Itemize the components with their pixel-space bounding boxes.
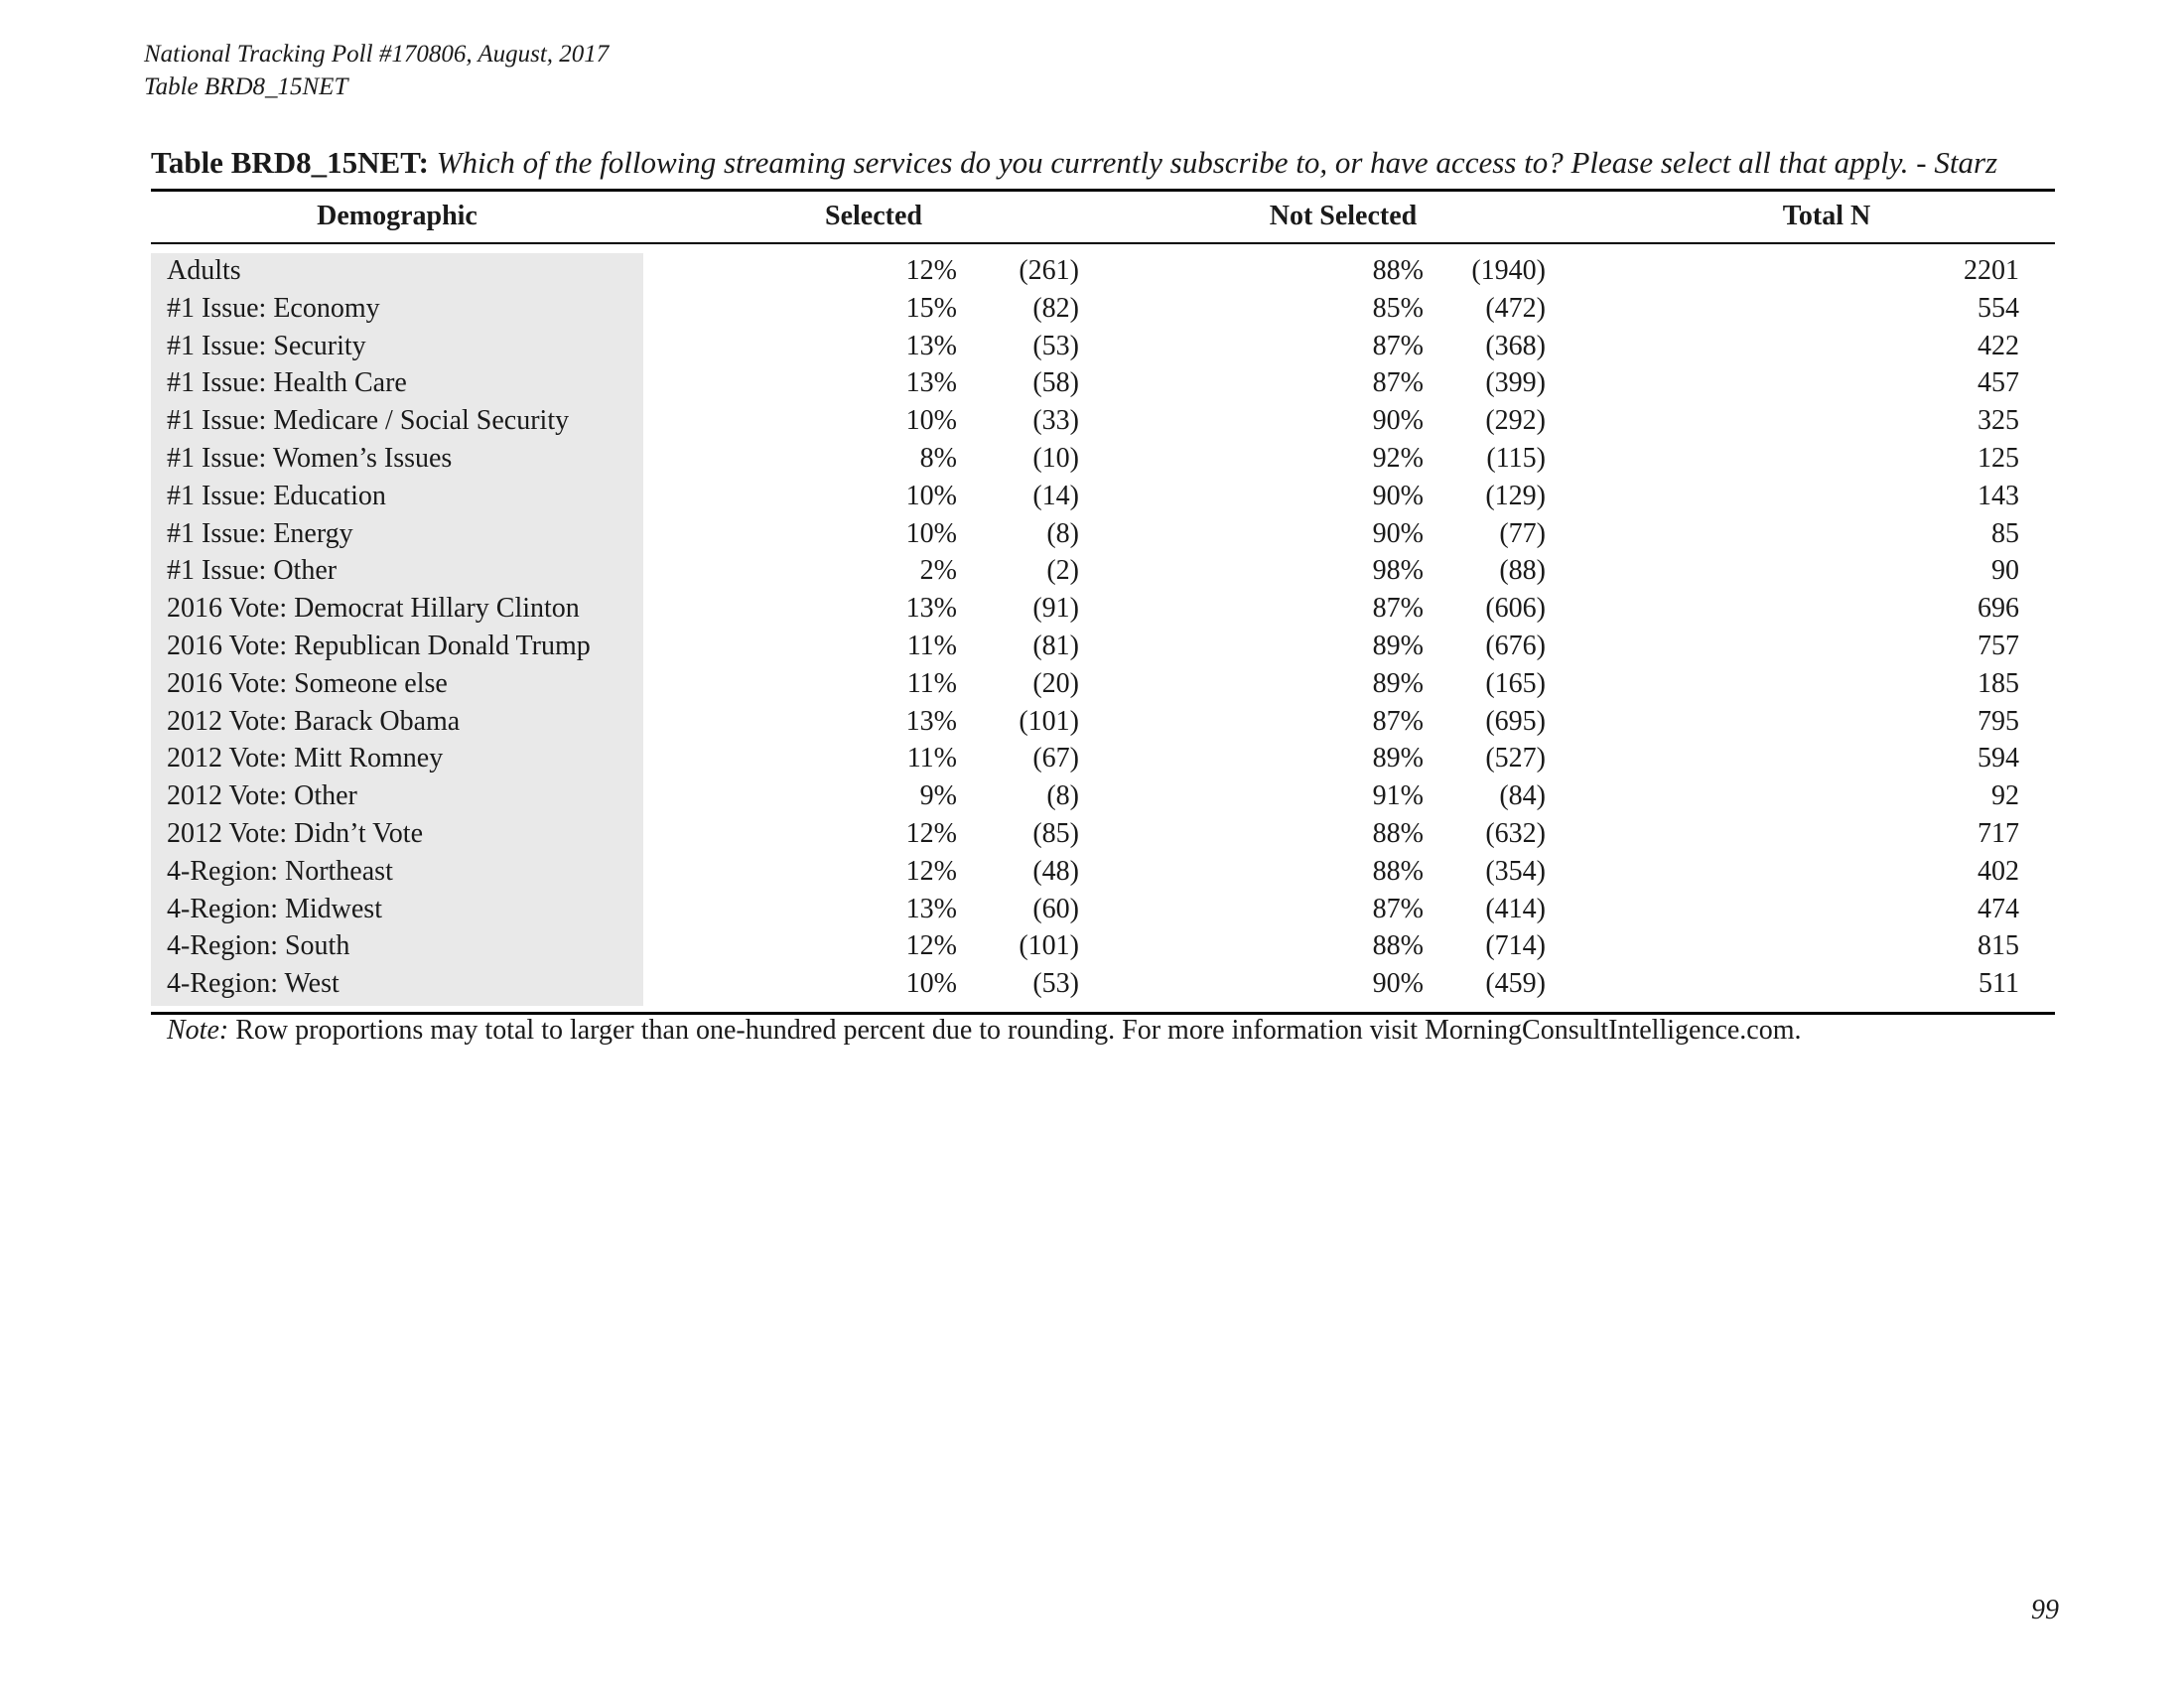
not-selected-percent: 88% (1372, 855, 1424, 887)
note-text: Row proportions may total to larger than one-hundred percent due to rounding. For more information visit MorningConsultIntelligence.com. (235, 1015, 1802, 1046)
selected-percent: 12% (905, 930, 957, 962)
selected-count: (8) (1046, 780, 1079, 812)
not-selected-count: (84) (1499, 780, 1546, 812)
caption-question: Which of the following streaming services do you currently subscribe to, or have access to? Please select all that apply. - Starz (436, 145, 1998, 180)
selected-percent: 12% (905, 817, 957, 849)
table-caption (151, 145, 2057, 181)
selected-percent: 10% (905, 517, 957, 549)
selected-count: (8) (1046, 517, 1079, 549)
caption-label: Table BRD8_15NET: (151, 145, 429, 180)
not-selected-count: (354) (1485, 855, 1546, 887)
total-n: 90 (1991, 555, 2019, 587)
total-n: 185 (1978, 667, 2019, 699)
table-header-rule (151, 242, 2055, 244)
table-top-rule (151, 189, 2055, 192)
table-row (151, 740, 2055, 777)
total-n: 457 (1978, 367, 2019, 399)
row-label: #1 Issue: Health Care (167, 367, 407, 399)
selected-count: (10) (1032, 442, 1079, 474)
not-selected-percent: 92% (1372, 442, 1424, 474)
not-selected-count: (1940) (1471, 255, 1546, 286)
selected-percent: 13% (905, 705, 957, 737)
table-row (151, 590, 2055, 628)
table-row (151, 891, 2055, 928)
total-n: 757 (1978, 630, 2019, 661)
selected-count: (2) (1046, 555, 1079, 587)
table-row (151, 815, 2055, 853)
selected-percent: 13% (905, 893, 957, 924)
selected-count: (101) (1019, 705, 1079, 737)
selected-count: (101) (1019, 930, 1079, 962)
total-n: 143 (1978, 480, 2019, 511)
not-selected-count: (676) (1485, 630, 1546, 661)
selected-count: (14) (1032, 480, 1079, 511)
selected-percent: 10% (905, 968, 957, 1000)
row-label: #1 Issue: Education (167, 480, 386, 511)
row-label: 2012 Vote: Didn’t Vote (167, 817, 424, 849)
not-selected-count: (77) (1499, 517, 1546, 549)
not-selected-count: (414) (1485, 893, 1546, 924)
not-selected-percent: 87% (1372, 705, 1424, 737)
selected-percent: 9% (919, 780, 957, 812)
selected-percent: 11% (906, 630, 957, 661)
page-header (144, 38, 609, 103)
not-selected-count: (88) (1499, 555, 1546, 587)
row-label: 2012 Vote: Other (167, 780, 357, 812)
row-label: 2016 Vote: Republican Donald Trump (167, 630, 591, 661)
table-note (167, 1015, 1802, 1047)
not-selected-count: (165) (1485, 667, 1546, 699)
selected-count: (60) (1032, 893, 1079, 924)
selected-count: (53) (1032, 968, 1079, 1000)
not-selected-percent: 87% (1372, 593, 1424, 625)
total-n: 85 (1991, 517, 2019, 549)
poll-title: National Tracking Poll #170806, August, 2017 (144, 41, 610, 68)
table-row (151, 402, 2055, 440)
selected-percent: 2% (919, 555, 957, 587)
total-n: 795 (1978, 705, 2019, 737)
column-header-selected: Selected (825, 201, 922, 231)
table-row (151, 290, 2055, 328)
not-selected-count: (115) (1486, 442, 1546, 474)
table-row (151, 665, 2055, 703)
table-row (151, 853, 2055, 891)
selected-count: (48) (1032, 855, 1079, 887)
selected-count: (85) (1032, 817, 1079, 849)
column-header-not-selected: Not Selected (1269, 201, 1418, 231)
note-label: Note: (167, 1015, 229, 1046)
total-n: 125 (1978, 442, 2019, 474)
selected-count: (53) (1032, 330, 1079, 361)
total-n: 325 (1978, 405, 2019, 437)
not-selected-percent: 87% (1372, 367, 1424, 399)
row-label: 4-Region: Midwest (167, 893, 382, 924)
total-n: 554 (1978, 292, 2019, 324)
not-selected-count: (695) (1485, 705, 1546, 737)
not-selected-percent: 85% (1372, 292, 1424, 324)
row-label: #1 Issue: Women’s Issues (167, 442, 453, 474)
not-selected-count: (632) (1485, 817, 1546, 849)
selected-percent: 11% (906, 743, 957, 774)
not-selected-percent: 88% (1372, 255, 1424, 286)
table-row (151, 777, 2055, 815)
table-id: Table BRD8_15NET (144, 73, 348, 100)
total-n: 815 (1978, 930, 2019, 962)
not-selected-percent: 88% (1372, 817, 1424, 849)
not-selected-count: (714) (1485, 930, 1546, 962)
total-n: 92 (1991, 780, 2019, 812)
selected-percent: 13% (905, 330, 957, 361)
selected-percent: 13% (905, 367, 957, 399)
not-selected-percent: 90% (1372, 480, 1424, 511)
not-selected-percent: 98% (1372, 555, 1424, 587)
column-header-demographic: Demographic (317, 201, 478, 231)
selected-percent: 11% (906, 667, 957, 699)
not-selected-count: (606) (1485, 593, 1546, 625)
page-number: 99 (2031, 1595, 2059, 1625)
row-label: #1 Issue: Other (167, 555, 338, 587)
selected-count: (20) (1032, 667, 1079, 699)
row-label: #1 Issue: Medicare / Social Security (167, 405, 570, 437)
row-label: 2016 Vote: Someone else (167, 667, 448, 699)
not-selected-count: (527) (1485, 743, 1546, 774)
selected-count: (91) (1032, 593, 1079, 625)
row-label: #1 Issue: Economy (167, 292, 380, 324)
table-row (151, 552, 2055, 590)
total-n: 2201 (1964, 255, 2019, 286)
not-selected-count: (368) (1485, 330, 1546, 361)
total-n: 594 (1978, 743, 2019, 774)
row-label: 2016 Vote: Democrat Hillary Clinton (167, 593, 580, 625)
total-n: 511 (1979, 968, 2019, 1000)
selected-count: (81) (1032, 630, 1079, 661)
row-label: #1 Issue: Energy (167, 517, 353, 549)
not-selected-count: (459) (1485, 968, 1546, 1000)
not-selected-percent: 89% (1372, 630, 1424, 661)
selected-percent: 15% (905, 292, 957, 324)
total-n: 474 (1978, 893, 2019, 924)
selected-count: (33) (1032, 405, 1079, 437)
not-selected-count: (399) (1485, 367, 1546, 399)
not-selected-percent: 91% (1372, 780, 1424, 812)
not-selected-count: (472) (1485, 292, 1546, 324)
selected-percent: 13% (905, 593, 957, 625)
row-label: 2012 Vote: Mitt Romney (167, 743, 444, 774)
selected-count: (261) (1019, 255, 1079, 286)
selected-percent: 10% (905, 480, 957, 511)
selected-percent: 12% (905, 255, 957, 286)
selected-percent: 12% (905, 855, 957, 887)
not-selected-percent: 87% (1372, 330, 1424, 361)
row-label: 4-Region: Northeast (167, 855, 393, 887)
row-label: 4-Region: West (167, 968, 340, 1000)
not-selected-percent: 90% (1372, 968, 1424, 1000)
row-label: Adults (167, 255, 241, 286)
row-label: 4-Region: South (167, 930, 350, 962)
table-row (151, 328, 2055, 365)
total-n: 696 (1978, 593, 2019, 625)
not-selected-percent: 89% (1372, 743, 1424, 774)
selected-percent: 8% (919, 442, 957, 474)
not-selected-percent: 90% (1372, 517, 1424, 549)
not-selected-count: (129) (1485, 480, 1546, 511)
row-label: 2012 Vote: Barack Obama (167, 705, 461, 737)
table-row (151, 440, 2055, 478)
selected-count: (82) (1032, 292, 1079, 324)
not-selected-percent: 88% (1372, 930, 1424, 962)
total-n: 422 (1978, 330, 2019, 361)
table-body (151, 252, 2055, 1003)
row-label: #1 Issue: Security (167, 330, 366, 361)
table-row (151, 965, 2055, 1003)
table-row (151, 515, 2055, 553)
selected-count: (67) (1032, 743, 1079, 774)
not-selected-percent: 87% (1372, 893, 1424, 924)
table-row (151, 927, 2055, 965)
column-header-total-n: Total N (1782, 201, 1871, 231)
not-selected-percent: 90% (1372, 405, 1424, 437)
table-row (151, 703, 2055, 741)
not-selected-percent: 89% (1372, 667, 1424, 699)
total-n: 402 (1978, 855, 2019, 887)
table-row (151, 478, 2055, 515)
table-row (151, 252, 2055, 290)
selected-percent: 10% (905, 405, 957, 437)
selected-count: (58) (1032, 367, 1079, 399)
total-n: 717 (1978, 817, 2019, 849)
table-row (151, 628, 2055, 665)
not-selected-count: (292) (1485, 405, 1546, 437)
table-row (151, 364, 2055, 402)
